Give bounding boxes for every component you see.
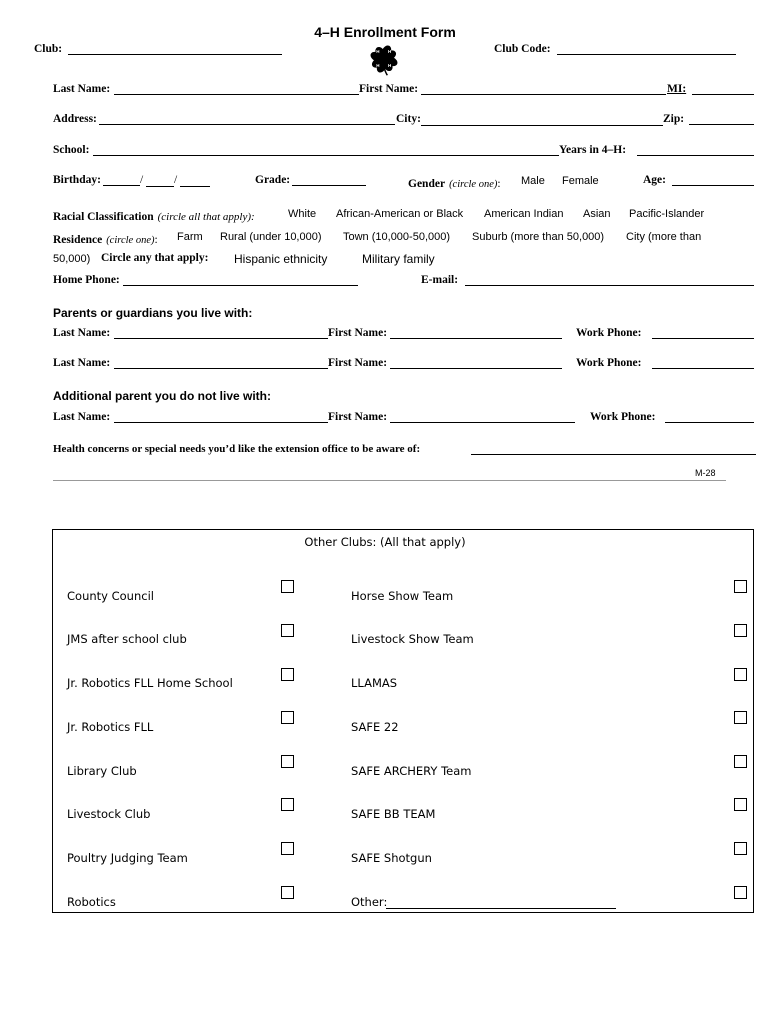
club-safe-22: SAFE 22 <box>351 720 399 734</box>
birthday-month-field[interactable] <box>103 185 140 186</box>
city-label: City: <box>396 113 421 125</box>
residence-option-rural[interactable]: Rural (under 10,000) <box>220 231 322 243</box>
residence-option-town[interactable]: Town (10,000-50,000) <box>343 231 451 243</box>
residence-label: Residence <box>53 234 103 246</box>
club-other: Other: <box>351 895 388 909</box>
svg-text:H: H <box>376 63 380 68</box>
additional-last-name-field[interactable] <box>114 422 328 423</box>
mi-field[interactable] <box>692 94 754 95</box>
first-name-field[interactable] <box>421 94 666 95</box>
years-label: Years in 4–H: <box>559 144 627 156</box>
last-name-field[interactable] <box>114 94 359 95</box>
svg-text:H: H <box>376 49 380 54</box>
additional-work-phone-field[interactable] <box>665 422 754 423</box>
club-jr-robotics-fll: Jr. Robotics FLL <box>67 720 154 734</box>
additional-first-name-label: First Name: <box>328 411 388 423</box>
zip-field[interactable] <box>689 124 754 125</box>
parent1-work-phone-field[interactable] <box>652 338 754 339</box>
parent1-last-name-label: Last Name: <box>53 327 111 339</box>
additional-last-name-label: Last Name: <box>53 411 111 423</box>
svg-text:H: H <box>388 63 392 68</box>
last-name-label: Last Name: <box>53 83 111 95</box>
racial-label-group <box>53 207 255 225</box>
school-field[interactable] <box>93 155 559 156</box>
checkbox-county-council[interactable] <box>281 580 294 593</box>
club-safe-bb: SAFE BB TEAM <box>351 807 436 821</box>
other-clubs-title: Other Clubs: (All that apply) <box>304 535 466 549</box>
racial-option-american-indian[interactable]: American Indian <box>484 208 564 220</box>
additional-work-phone-label: Work Phone: <box>590 411 656 423</box>
checkbox-livestock[interactable] <box>281 798 294 811</box>
address-field[interactable] <box>99 124 395 125</box>
divider <box>53 480 726 481</box>
age-label: Age: <box>643 174 666 186</box>
residence-option-suburb[interactable]: Suburb (more than 50,000) <box>472 231 605 243</box>
additional-first-name-field[interactable] <box>390 422 575 423</box>
email-field[interactable] <box>465 285 754 286</box>
health-field[interactable] <box>471 454 756 455</box>
checkbox-poultry-judging[interactable] <box>281 842 294 855</box>
years-field[interactable] <box>637 155 754 156</box>
gender-colon: : <box>497 178 501 190</box>
parent2-first-name-field[interactable] <box>390 368 562 369</box>
checkbox-safe-bb[interactable] <box>734 798 747 811</box>
club-livestock: Livestock Club <box>67 807 151 821</box>
parent1-last-name-field[interactable] <box>114 338 328 339</box>
club-llamas: LLAMAS <box>351 676 398 690</box>
svg-text:H: H <box>388 49 392 54</box>
racial-note: (circle all that apply): <box>157 211 255 223</box>
residence-option-city-cont: 50,000) <box>53 253 91 265</box>
checkbox-safe-shotgun[interactable] <box>734 842 747 855</box>
home-phone-label: Home Phone: <box>53 274 120 286</box>
club-robotics: Robotics <box>67 895 116 909</box>
option-military[interactable]: Military family <box>362 252 435 266</box>
birthday-sep-1: / <box>140 174 144 186</box>
club-safe-archery: SAFE ARCHERY Team <box>351 764 472 778</box>
option-hispanic[interactable]: Hispanic ethnicity <box>234 252 328 266</box>
form-code: M-28 <box>695 468 716 478</box>
parent2-first-name-label: First Name: <box>328 357 388 369</box>
racial-option-asian[interactable]: Asian <box>583 208 611 220</box>
parent2-work-phone-field[interactable] <box>652 368 754 369</box>
parent2-last-name-label: Last Name: <box>53 357 111 369</box>
form-title: 4–H Enrollment Form <box>314 24 456 40</box>
racial-option-white[interactable]: White <box>288 208 317 220</box>
first-name-label: First Name: <box>359 83 419 95</box>
birthday-sep-2: / <box>174 174 178 186</box>
residence-colon: : <box>154 234 158 246</box>
checkbox-robotics[interactable] <box>281 886 294 899</box>
birthday-day-field[interactable] <box>146 186 174 187</box>
checkbox-other[interactable] <box>734 886 747 899</box>
club-safe-shotgun: SAFE Shotgun <box>351 851 432 865</box>
parent2-work-phone-label: Work Phone: <box>576 357 642 369</box>
parent1-work-phone-label: Work Phone: <box>576 327 642 339</box>
parent2-last-name-field[interactable] <box>114 368 328 369</box>
club-jr-robotics-home-school: Jr. Robotics FLL Home School <box>67 676 233 690</box>
other-club-field[interactable] <box>386 908 616 909</box>
home-phone-field[interactable] <box>123 285 358 286</box>
club-field[interactable] <box>68 54 282 55</box>
club-code-field[interactable] <box>557 54 736 55</box>
grade-label: Grade: <box>255 174 291 186</box>
racial-option-pacific-islander[interactable]: Pacific-Islander <box>629 208 705 220</box>
4h-clover-icon <box>364 40 404 80</box>
checkbox-jr-robotics-fll[interactable] <box>281 711 294 724</box>
club-livestock-show: Livestock Show Team <box>351 632 474 646</box>
checkbox-library[interactable] <box>281 755 294 768</box>
city-field[interactable] <box>421 125 663 126</box>
club-county-council: County Council <box>67 589 154 603</box>
club-horse-show: Horse Show Team <box>351 589 454 603</box>
club-jms-after-school: JMS after school club <box>67 632 187 646</box>
club-label: Club: <box>34 43 63 55</box>
club-library: Library Club <box>67 764 137 778</box>
checkbox-llamas[interactable] <box>734 668 747 681</box>
birthday-label: Birthday: <box>53 174 101 186</box>
checkbox-livestock-show[interactable] <box>734 624 747 637</box>
zip-label: Zip: <box>663 113 685 125</box>
residence-label-group <box>53 230 158 248</box>
address-label: Address: <box>53 113 97 125</box>
birthday-year-field[interactable] <box>180 186 210 187</box>
club-code-label: Club Code: <box>494 43 551 55</box>
additional-heading: Additional parent you do not live with: <box>53 389 271 403</box>
residence-option-city[interactable]: City (more than <box>626 231 702 243</box>
parent1-first-name-label: First Name: <box>328 327 388 339</box>
gender-option-female[interactable]: Female <box>562 175 599 187</box>
residence-note: (circle one) <box>106 235 155 246</box>
health-label: Health concerns or special needs you’d like the extension office to be aware of: <box>53 443 421 455</box>
gender-group <box>408 174 501 192</box>
gender-note: (circle one) <box>449 179 498 190</box>
residence-option-farm[interactable]: Farm <box>177 231 203 243</box>
checkbox-horse-show[interactable] <box>734 580 747 593</box>
parent1-first-name-field[interactable] <box>390 338 562 339</box>
club-poultry-judging: Poultry Judging Team <box>67 851 188 865</box>
age-field[interactable] <box>672 185 754 186</box>
mi-label: MI: <box>667 83 687 95</box>
checkbox-safe-22[interactable] <box>734 711 747 724</box>
gender-option-male[interactable]: Male <box>521 175 545 187</box>
gender-label: Gender <box>408 178 446 190</box>
circle-any-label: Circle any that apply: <box>101 252 209 264</box>
checkbox-jms-after-school[interactable] <box>281 624 294 637</box>
racial-label: Racial Classification <box>53 211 154 223</box>
school-label: School: <box>53 144 90 156</box>
checkbox-jr-robotics-home-school[interactable] <box>281 668 294 681</box>
racial-option-african-american[interactable]: African-American or Black <box>336 208 464 220</box>
email-label: E-mail: <box>421 274 459 286</box>
checkbox-safe-archery[interactable] <box>734 755 747 768</box>
parents-heading: Parents or guardians you live with: <box>53 306 253 320</box>
grade-field[interactable] <box>292 185 366 186</box>
